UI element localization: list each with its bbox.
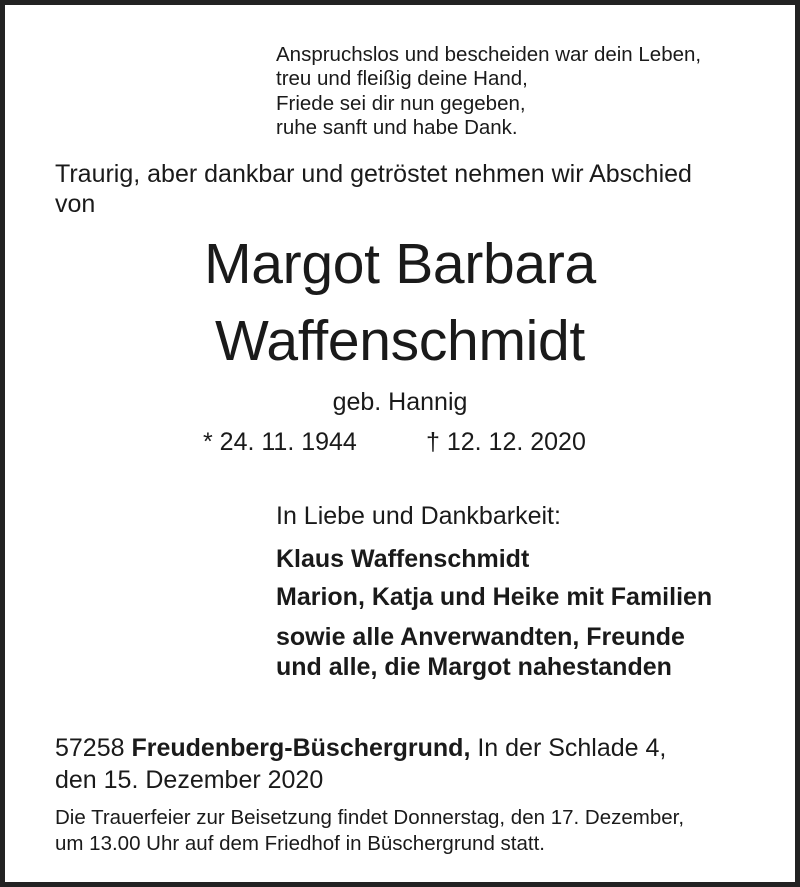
service-line: um 13.00 Uhr auf dem Friedhof in Büschergrund statt. xyxy=(55,831,545,855)
deceased-first-names: Margot Barbara xyxy=(204,232,596,296)
poem-line: treu und fleißig deine Hand, xyxy=(276,67,528,91)
mourner-others-line: und alle, die Margot nahestanden xyxy=(276,653,672,681)
address-block xyxy=(55,732,666,796)
intro-line: von xyxy=(55,190,96,218)
mourner-others-line: sowie alle Anverwandten, Freunde xyxy=(276,623,685,651)
poem-line: Friede sei dir nun gegeben, xyxy=(276,91,526,115)
mourner-children: Marion, Katja und Heike mit Familien xyxy=(276,583,713,611)
intro-line: Traurig, aber dankbar und getröstet nehmen wir Abschied xyxy=(55,160,692,188)
street: In der Schlade 4, xyxy=(477,734,667,762)
service-line: Die Trauerfeier zur Beisetzung findet Donnerstag, den 17. Dezember, xyxy=(55,806,685,829)
deceased-surname: Waffenschmidt xyxy=(215,309,585,373)
death-date: † 12. 12. 2020 xyxy=(426,428,586,456)
address-line xyxy=(55,732,666,764)
poem-line: ruhe sanft und habe Dank. xyxy=(276,115,518,139)
mourner-spouse: Klaus Waffenschmidt xyxy=(276,545,530,573)
farewell-intro xyxy=(55,159,692,219)
place-name: Freudenberg-Büschergrund, xyxy=(131,734,471,762)
mourners-heading: In Liebe und Dankbarkeit: xyxy=(276,502,561,530)
mourner-others xyxy=(276,622,685,682)
funeral-service-info xyxy=(55,805,684,856)
maiden-name: geb. Hannig xyxy=(332,388,468,416)
birth-date: * 24. 11. 1944 xyxy=(203,428,357,456)
notice-date: den 15. Dezember 2020 xyxy=(55,766,324,794)
postcode: 57258 xyxy=(55,734,125,762)
memorial-poem xyxy=(276,43,701,140)
poem-line: Anspruchslos und bescheiden war dein Leben, xyxy=(276,43,702,66)
